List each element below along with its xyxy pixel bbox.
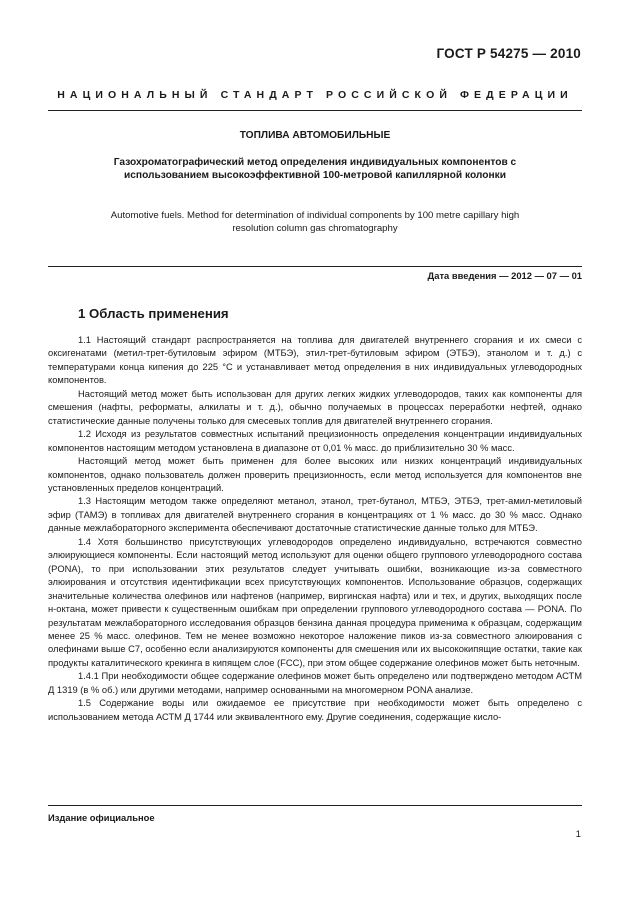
paragraph: Настоящий метод может быть использован для других легких жидких углеводородов, таких как компоненты для смешения (нафты, реформаты, алкилаты и т. д.), обычно получаемых в процессах переработки нефтей, однако статистические данные получены только для смесевых топлив для двигателей внутреннего сгорания. (48, 388, 582, 426)
paragraph: 1.2 Исходя из результатов совместных испытаний прецизионность определения концентрации индивидуальных компонентов настоящим методом установлена в диапазоне от 0,01 % масс. до приблизительно 30 % масс. (48, 429, 582, 453)
date-divider (48, 266, 582, 267)
document-title: ТОПЛИВА АВТОМОБИЛЬНЫЕ (239, 130, 391, 141)
section-heading: 1 Область применения (78, 306, 229, 321)
paragraph: 1.3 Настоящим методом также определяют метанол, этанол, трет-бутанол, МТБЭ, ЭТБЭ, трет-амил-метиловый эфир (ТАМЭ) в топливах для двигателей внутреннего сгорания в концентрациях от 1 % масс. до 30 % масс. Однако данные межлабораторного эксперимента обеспечивают достаточные статистические данные только для МТБЭ. (48, 496, 582, 534)
header-divider (48, 110, 582, 111)
section-body (48, 334, 582, 724)
document-title-english: Automotive fuels. Method for determination of individual components by 100 metre capillary high resolution column gas chromatography (110, 210, 520, 234)
paragraph: 1.4.1 При необходимости общее содержание олефинов может быть определено или подтверждено методом АСТМ Д 1319 (в % об.) или другими методами, например основанными на многомерном PONA анализе. (48, 671, 582, 695)
national-standard-heading: НАЦИОНАЛЬНЫЙ СТАНДАРТ РОССИЙСКОЙ ФЕДЕРАЦИИ (57, 89, 573, 101)
page-number: 1 (575, 829, 581, 840)
footer-divider (48, 805, 582, 806)
standard-number: ГОСТ Р 54275 — 2010 (436, 46, 581, 61)
paragraph: Настоящий метод может быть применен для более высоких или низких концентраций индивидуальных компонентов, однако пользователь должен проверить прецизионность, если метод используется для компонентов вне установленных пределов концентраций. (48, 456, 582, 493)
introduction-date: Дата введения — 2012 — 07 — 01 (427, 270, 582, 281)
edition-label: Издание официальное (48, 812, 155, 823)
document-subtitle: Газохроматографический метод определения индивидуальных компонентов с использованием высокоэффективной 100-метровой капиллярной колонки (113, 157, 517, 181)
paragraph: 1.4 Хотя большинство присутствующих углеводородов определено индивидуально, встречаются совместно элюирующиеся компоненты. Если настоящий метод используют для оценки общего группового углеводородного состава (PONA), то при использовании этих результатов следует учитывать ошибки, возникающие из-за совместного элюирования и отсутствия идентификации всех присутствующих компонентов. Использование образцов, содержащих значительные количества олефинов или нафтенов (например, виргинская нафта) или и тех, и других, выходящих после н-октана, может привести к существенным ошибкам при определении группового углеводородного состава — PONA. По результатам межлабораторного исследования образцов бензина данная процедура применима к образцам, содержащим менее 25 % масс. олефинов. Тем не менее возможно некоторое наложение пиков из-за совместного элюирования с олефинами выше С7, особенно если анализируются компоненты для смешения или их высококипящие остатки, такие как продукты каталитического крекинга в кипящем слое (FCC), при этом общее содержание олефинов может быть неточным. (48, 536, 582, 668)
paragraph: 1.5 Содержание воды или ожидаемое ее присутствие при необходимости может быть определено с использованием метода АСТМ Д 1744 или эквивалентного ему. Другие соединения, содержащие кисло- (48, 698, 582, 722)
paragraph: 1.1 Настоящий стандарт распространяется на топлива для двигателей внутреннего сгорания и их смеси с оксигенатами (метил-трет-бутиловым эфиром (МТБЭ), этил-трет-бутиловым эфиром (ЭТБЭ), этанолом и т. д.) с температурами конца кипения до 225 °С и устанавливает метод определения в них индивидуальных углеводородных компонентов. (48, 335, 582, 386)
